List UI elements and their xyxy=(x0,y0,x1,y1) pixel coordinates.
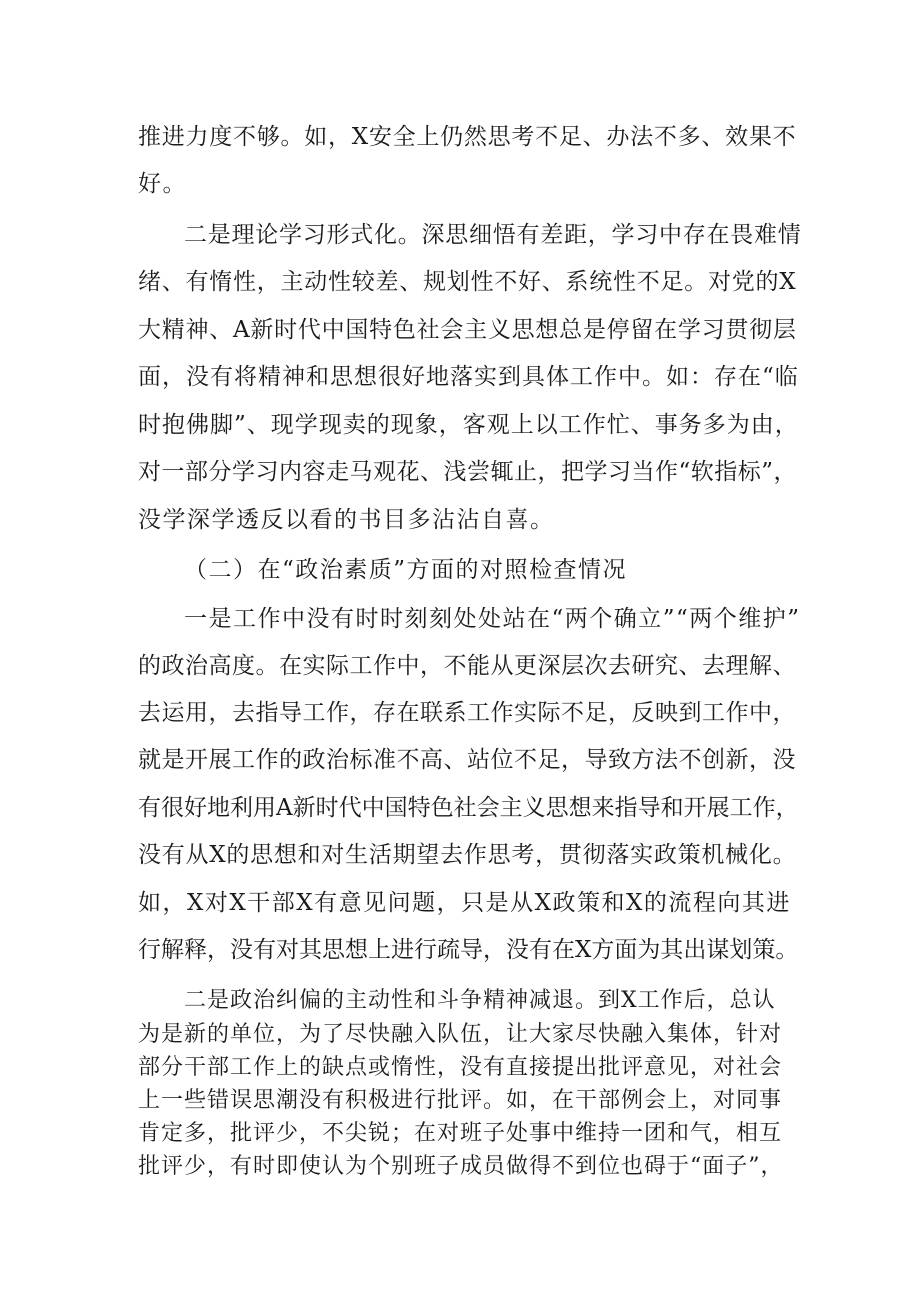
paragraph-first-line: 二是理论学习形式化。深思细悟有差距，学习中存在畏难情 xyxy=(184,222,802,248)
text-line: 就是开展工作的政治标准不高、站位不足，导致方法不创新，没 xyxy=(138,747,796,773)
text-line: 的政治高度。在实际工作中，不能从更深层次去研究、去理解、 xyxy=(138,653,796,679)
text-line: 批评少，有时即使认为个别班子成员做得不到位也碍于“面子”， xyxy=(138,1154,784,1179)
text-line: 为是新的单位，为了尽快融入队伍，让大家尽快融入集体，针对 xyxy=(138,1022,783,1047)
text-line: 部分干部工作上的缺点或惰性，没有直接提出批评意见，对社会 xyxy=(138,1055,783,1080)
text-line: 推进力度不够。如，X安全上仍然思考不足、办法不多、效果不 xyxy=(138,124,797,150)
text-line: 上一些错误思潮没有积极进行批评。如，在干部例会上，对同事 xyxy=(138,1088,783,1113)
text-line: 如，X对X干部X有意见问题，只是从X政策和X的流程向其进 xyxy=(138,890,791,916)
text-line: 面，没有将精神和思想很好地落实到具体工作中。如：存在“临 xyxy=(138,364,799,390)
paragraph-first-line: 二是政治纠偏的主动性和斗争精神减退。到X工作后，总认 xyxy=(184,988,776,1013)
text-line: 绪、有惰性，主动性较差、规划性不好、系统性不足。对党的X xyxy=(138,269,797,295)
paragraph-first-line: 一是工作中没有时时刻刻处处站在“两个确立”“两个维护” xyxy=(184,606,801,632)
text-line: 没有从X的思想和对生活期望去作思考，贯彻落实政策机械化。 xyxy=(138,842,797,868)
text-line: 大精神、A新时代中国特色社会主义思想总是停留在学习贯彻层 xyxy=(138,317,797,343)
text-line: 没学深学透反以看的书目多沾沾自喜。 xyxy=(138,507,555,533)
text-line: 有很好地利用A新时代中国特色社会主义思想来指导和开展工作， xyxy=(138,795,799,821)
text-line: 对一部分学习内容走马观花、浅尝辄止，把学习当作“软指标”， xyxy=(138,459,798,485)
text-line: 时抱佛脚”、现学现卖的现象，客观上以工作忙、事务多为由， xyxy=(138,412,799,438)
section-heading: （二）在“政治素质”方面的对照检查情况 xyxy=(184,557,628,583)
text-line: 去运用，去指导工作，存在联系工作实际不足，反映到工作中， xyxy=(138,700,796,726)
text-line: 行解释，没有对其思想上进行疏导，没有在X方面为其出谋划策。 xyxy=(138,937,799,963)
text-line: 肯定多，批评少，不尖锐；在对班子处事中维持一团和气，相互 xyxy=(138,1121,783,1146)
text-line: 好。 xyxy=(138,171,187,197)
